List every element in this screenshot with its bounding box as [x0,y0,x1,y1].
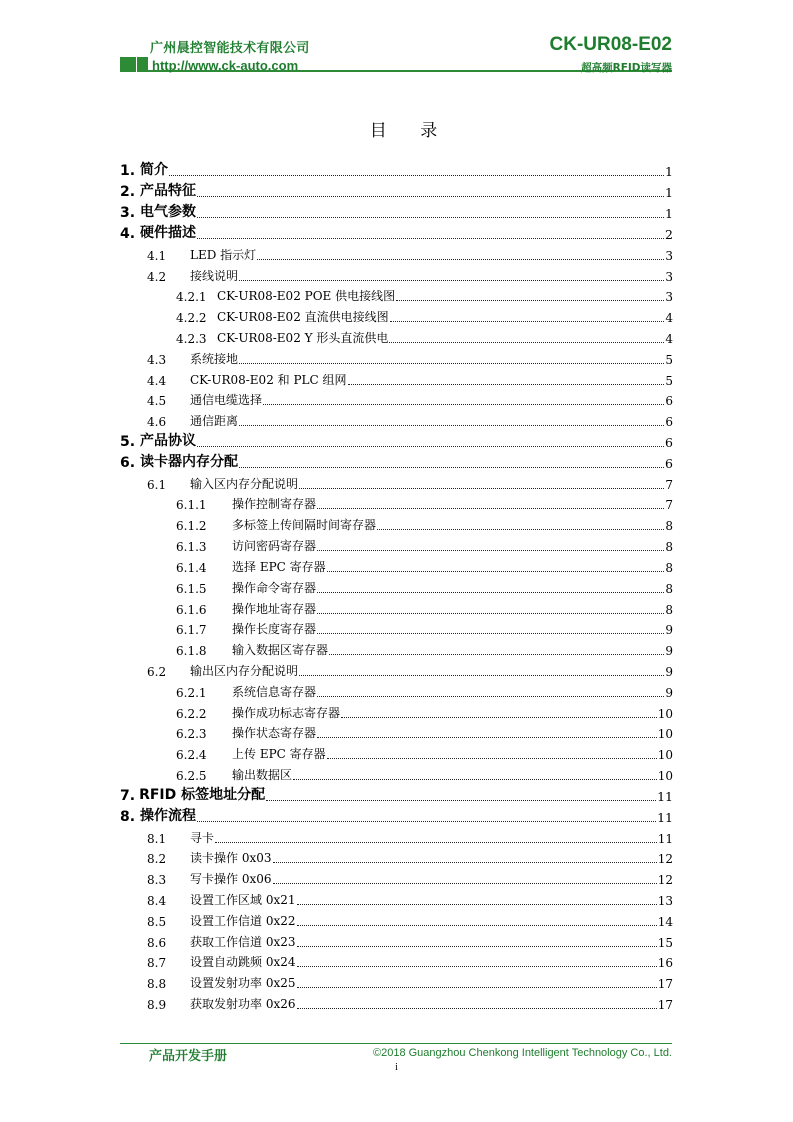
toc-entry-page: 1 [665,164,673,179]
toc-entry-page: 2 [665,227,673,242]
toc-entry-label: 寻卡 [190,831,215,845]
toc-entry-page: 9 [665,623,673,637]
toc-entry-label: 系统信息寄存器 [232,685,317,699]
toc-entry-label: 操作流程 [140,808,196,824]
toc-leader-dots [169,161,664,176]
toc-entry-number: 8.8 [147,977,167,991]
toc-entry-number: 6.1.4 [176,561,207,575]
toc-entry[interactable] [147,370,673,388]
toc-entry-number: 1. [120,163,136,179]
toc-entry-number: 6.2.3 [176,727,207,741]
toc-leader-dots [197,203,664,218]
toc-entry[interactable] [147,890,673,908]
toc-entry[interactable] [120,807,673,825]
toc-entry-label: LED 指示灯 [190,248,257,262]
toc-entry[interactable] [176,307,673,325]
toc-entry-number: 8.2 [147,852,167,866]
header-company-name: 广州晨控智能技术有限公司 [150,41,310,56]
toc-entry-page: 8 [665,582,673,596]
toc-entry-page: 3 [665,290,673,304]
toc-entry[interactable] [147,911,673,929]
toc-entry-number: 6.1.8 [176,644,207,658]
toc-entry-label: 获取工作信道 0x23 [190,935,296,949]
toc-entry-label: 产品特征 [140,183,196,199]
toc-leader-dots [266,786,656,801]
toc-entry-page: 11 [657,832,673,846]
toc-entry[interactable] [147,973,673,991]
toc-entry-number: 6.1 [147,478,167,492]
toc-entry-page: 12 [657,852,673,866]
toc-entry-page: 7 [665,498,673,512]
toc-entry-page: 11 [657,789,673,804]
toc-leader-dots [197,224,664,239]
footer-manual-title: 产品开发手册 [149,1049,228,1064]
toc-entry-number: 2. [120,184,136,200]
toc-leader-dots [239,266,664,281]
toc-entry-label: CK-UR08-E02 直流供电接线图 [217,310,389,324]
toc-entry[interactable] [176,765,673,783]
toc-entry-label: 设置发射功率 0x25 [190,976,296,990]
toc-entry[interactable] [147,266,673,284]
toc-leader-dots [293,765,657,780]
toc-leader-dots [297,952,657,967]
header-website-link[interactable]: http://www.ck-auto.com [152,58,299,73]
toc-entry-number: 8.3 [147,873,167,887]
toc-entry-label: 多标签上传间隔时间寄存器 [232,518,377,532]
toc-entry-label: 输入数据区寄存器 [232,643,329,657]
toc-entry-number: 4.3 [147,353,167,367]
toc-entry-label: 设置自动跳频 0x24 [190,955,296,969]
toc-entry-label: 读卡器内存分配 [140,454,238,470]
toc-entry-label: 上传 EPC 寄存器 [232,747,326,761]
toc-entry[interactable] [176,494,673,512]
toc-entry-label: CK-UR08-E02 Y 形头直流供电 [217,331,389,345]
toc-entry[interactable] [176,744,673,762]
toc-entry-page: 17 [657,998,673,1012]
toc-entry[interactable] [176,682,673,700]
toc-entry-number: 6.1.6 [176,603,207,617]
toc-entry-page: 8 [665,519,673,533]
toc-entry[interactable] [147,661,673,679]
toc-entry-number: 5. [120,434,136,450]
toc-entry[interactable] [147,390,673,408]
toc-entry-label: 产品协议 [140,433,196,449]
toc-entry-label: 操作长度寄存器 [232,622,317,636]
toc-entry-page: 6 [665,394,673,408]
toc-entry-page: 16 [657,956,673,970]
toc-leader-dots [317,599,664,614]
toc-entry-number: 6.1.7 [176,623,207,637]
toc-entry-number: 4.5 [147,394,167,408]
toc-entry[interactable] [176,599,673,617]
toc-entry-label: 选择 EPC 寄存器 [232,560,326,574]
toc-entry-number: 6.2.1 [176,686,207,700]
toc-entry[interactable] [176,557,673,575]
toc-entry[interactable] [147,869,673,887]
toc-entry[interactable] [176,640,673,658]
toc-entry-page: 11 [657,810,673,825]
toc-leader-dots [341,703,657,718]
toc-entry-label: CK-UR08-E02 和 PLC 组网 [190,373,347,387]
toc-entry-page: 12 [657,873,673,887]
toc-entry-label: 操作成功标志寄存器 [232,706,341,720]
toc-entry-page: 17 [657,977,673,991]
toc-entry-number: 4.4 [147,374,167,388]
toc-leader-dots [297,932,657,947]
toc-leader-dots [297,973,657,988]
toc-leader-dots [396,286,664,301]
toc-entry-number: 4.2.1 [176,290,207,304]
toc-entry-number: 6.2.5 [176,769,207,783]
toc-leader-dots [317,723,657,738]
toc-leader-dots [377,515,664,530]
toc-entry-number: 6. [120,455,136,471]
toc-entry-page: 6 [665,415,673,429]
toc-entry[interactable] [176,328,673,346]
toc-entry-page: 9 [665,665,673,679]
toc-leader-dots [297,994,657,1009]
toc-leader-dots [197,807,656,822]
toc-entry-label: 接线说明 [190,269,239,283]
toc-entry[interactable] [120,453,673,471]
toc-entry[interactable] [147,848,673,866]
toc-entry-number: 8.7 [147,956,167,970]
toc-leader-dots [197,182,664,197]
toc-entry[interactable] [147,932,673,950]
toc-entry[interactable] [147,994,673,1012]
toc-entry[interactable] [120,182,673,200]
toc-entry-page: 5 [665,353,673,367]
toc-leader-dots [239,349,664,364]
toc-entry-page: 3 [665,270,673,284]
toc-entry-page: 10 [657,769,673,783]
toc-leader-dots [348,370,665,385]
toc-entry[interactable] [176,723,673,741]
toc-entry-page: 6 [665,456,673,471]
footer-copyright: ©2018 Guangzhou Chenkong Intelligent Technology Co., Ltd. [372,1047,672,1059]
toc-entry-number: 4.2 [147,270,167,284]
toc-entry-page: 9 [665,644,673,658]
toc-leader-dots [317,619,664,634]
header-model-number: CK-UR08-E02 [549,34,672,55]
toc-entry-label: 简介 [140,162,168,178]
toc-entry[interactable] [176,536,673,554]
toc-leader-dots [297,911,657,926]
toc-entry-number: 8.4 [147,894,167,908]
toc-entry-label: 电气参数 [140,204,196,220]
toc-entry-label: 读卡操作 0x03 [190,851,272,865]
toc-entry[interactable] [147,952,673,970]
toc-leader-dots [390,307,665,322]
toc-entry-number: 6.2.2 [176,707,207,721]
toc-leader-dots [389,328,664,343]
toc-leader-dots [273,869,657,884]
header-square-decor [137,57,148,72]
toc-entry-page: 13 [657,894,673,908]
toc-entry[interactable] [147,245,673,263]
toc-entry-page: 10 [657,748,673,762]
toc-entry-label: 操作地址寄存器 [232,602,317,616]
toc-entry-label: 硬件描述 [140,225,196,241]
toc-entry-number: 4.6 [147,415,167,429]
header-product-subtitle: 超高频RFID读写器 [581,62,672,74]
toc-entry[interactable] [176,515,673,533]
toc-entry[interactable] [147,349,673,367]
toc-entry[interactable] [120,786,673,804]
toc-entry-number: 6.2.4 [176,748,207,762]
toc-entry-page: 10 [657,707,673,721]
toc-entry[interactable] [176,703,673,721]
toc-entry-number: 4.1 [147,249,167,263]
toc-entry-number: 8.6 [147,936,167,950]
footer-rule [120,1043,672,1044]
toc-entry-label: CK-UR08-E02 POE 供电接线图 [217,289,396,303]
toc-leader-dots [297,890,657,905]
toc-entry-number: 4.2.3 [176,332,207,346]
toc-entry[interactable] [120,203,673,221]
toc-title: 目 录 [369,121,452,141]
toc-entry-number: 4. [120,226,136,242]
toc-entry-label: RFID 标签地址分配 [139,787,266,803]
toc-leader-dots [263,390,664,405]
toc-leader-dots [317,494,664,509]
toc-entry-number: 8. [120,809,136,825]
toc-entry[interactable] [147,828,673,846]
toc-entry-label: 输入区内存分配说明 [190,477,299,491]
toc-entry-label: 系统接地 [190,352,239,366]
toc-entry-label: 输出数据区 [232,768,293,782]
toc-entry-label: 写卡操作 0x06 [190,872,272,886]
toc-entry-number: 6.1.1 [176,498,207,512]
toc-leader-dots [329,640,664,655]
toc-entry-page: 9 [665,686,673,700]
toc-entry-page: 6 [665,435,673,450]
toc-entry-page: 1 [665,185,673,200]
toc-entry-number: 4.2.2 [176,311,207,325]
toc-entry-page: 1 [665,206,673,221]
toc-entry-number: 8.1 [147,832,167,846]
toc-entry-page: 8 [665,561,673,575]
toc-entry-page: 15 [657,936,673,950]
toc-entry[interactable] [147,411,673,429]
toc-leader-dots [317,578,664,593]
toc-entry-label: 操作控制寄存器 [232,497,317,511]
toc-leader-dots [273,848,657,863]
toc-entry-number: 8.5 [147,915,167,929]
toc-entry-number: 6.1.2 [176,519,207,533]
toc-entry-number: 6.1.3 [176,540,207,554]
toc-entry[interactable] [176,619,673,637]
toc-entry[interactable] [120,432,673,450]
toc-entry-page: 8 [665,603,673,617]
toc-leader-dots [317,536,664,551]
toc-leader-dots [197,432,664,447]
toc-entry-page: 5 [665,374,673,388]
toc-leader-dots [257,245,664,260]
toc-entry-page: 7 [665,478,673,492]
toc-entry-label: 访问密码寄存器 [232,539,317,553]
toc-entry-number: 3. [120,205,136,221]
toc-entry-page: 14 [657,915,673,929]
toc-entry-page: 8 [665,540,673,554]
toc-leader-dots [327,744,657,759]
toc-entry-number: 6.2 [147,665,167,679]
toc-entry-label: 操作命令寄存器 [232,581,317,595]
toc-entry-label: 输出区内存分配说明 [190,664,299,678]
footer-page-number: i [395,1062,398,1073]
toc-entry-page: 10 [657,727,673,741]
toc-entry[interactable] [120,224,673,242]
toc-entry-label: 设置工作区域 0x21 [190,893,296,907]
toc-entry-label: 操作状态寄存器 [232,726,317,740]
toc-entry-page: 3 [665,249,673,263]
toc-entry-label: 通信电缆选择 [190,393,263,407]
toc-entry-number: 7. [120,788,136,804]
header-square-decor [120,57,136,72]
toc-entry[interactable] [147,474,673,492]
toc-entry[interactable] [120,161,673,179]
toc-entry-label: 通信距离 [190,414,239,428]
toc-leader-dots [317,682,664,697]
toc-leader-dots [239,411,664,426]
toc-entry-number: 6.1.5 [176,582,207,596]
toc-entry-page: 4 [665,332,673,346]
toc-leader-dots [215,828,657,843]
toc-entry-number: 8.9 [147,998,167,1012]
toc-leader-dots [239,453,664,468]
toc-entry-label: 设置工作信道 0x22 [190,914,296,928]
toc-entry-page: 4 [665,311,673,325]
toc-entry[interactable] [176,578,673,596]
toc-entry-label: 获取发射功率 0x26 [190,997,296,1011]
toc-leader-dots [327,557,665,572]
toc-leader-dots [299,474,664,489]
toc-leader-dots [299,661,664,676]
toc-entry[interactable] [176,286,673,304]
